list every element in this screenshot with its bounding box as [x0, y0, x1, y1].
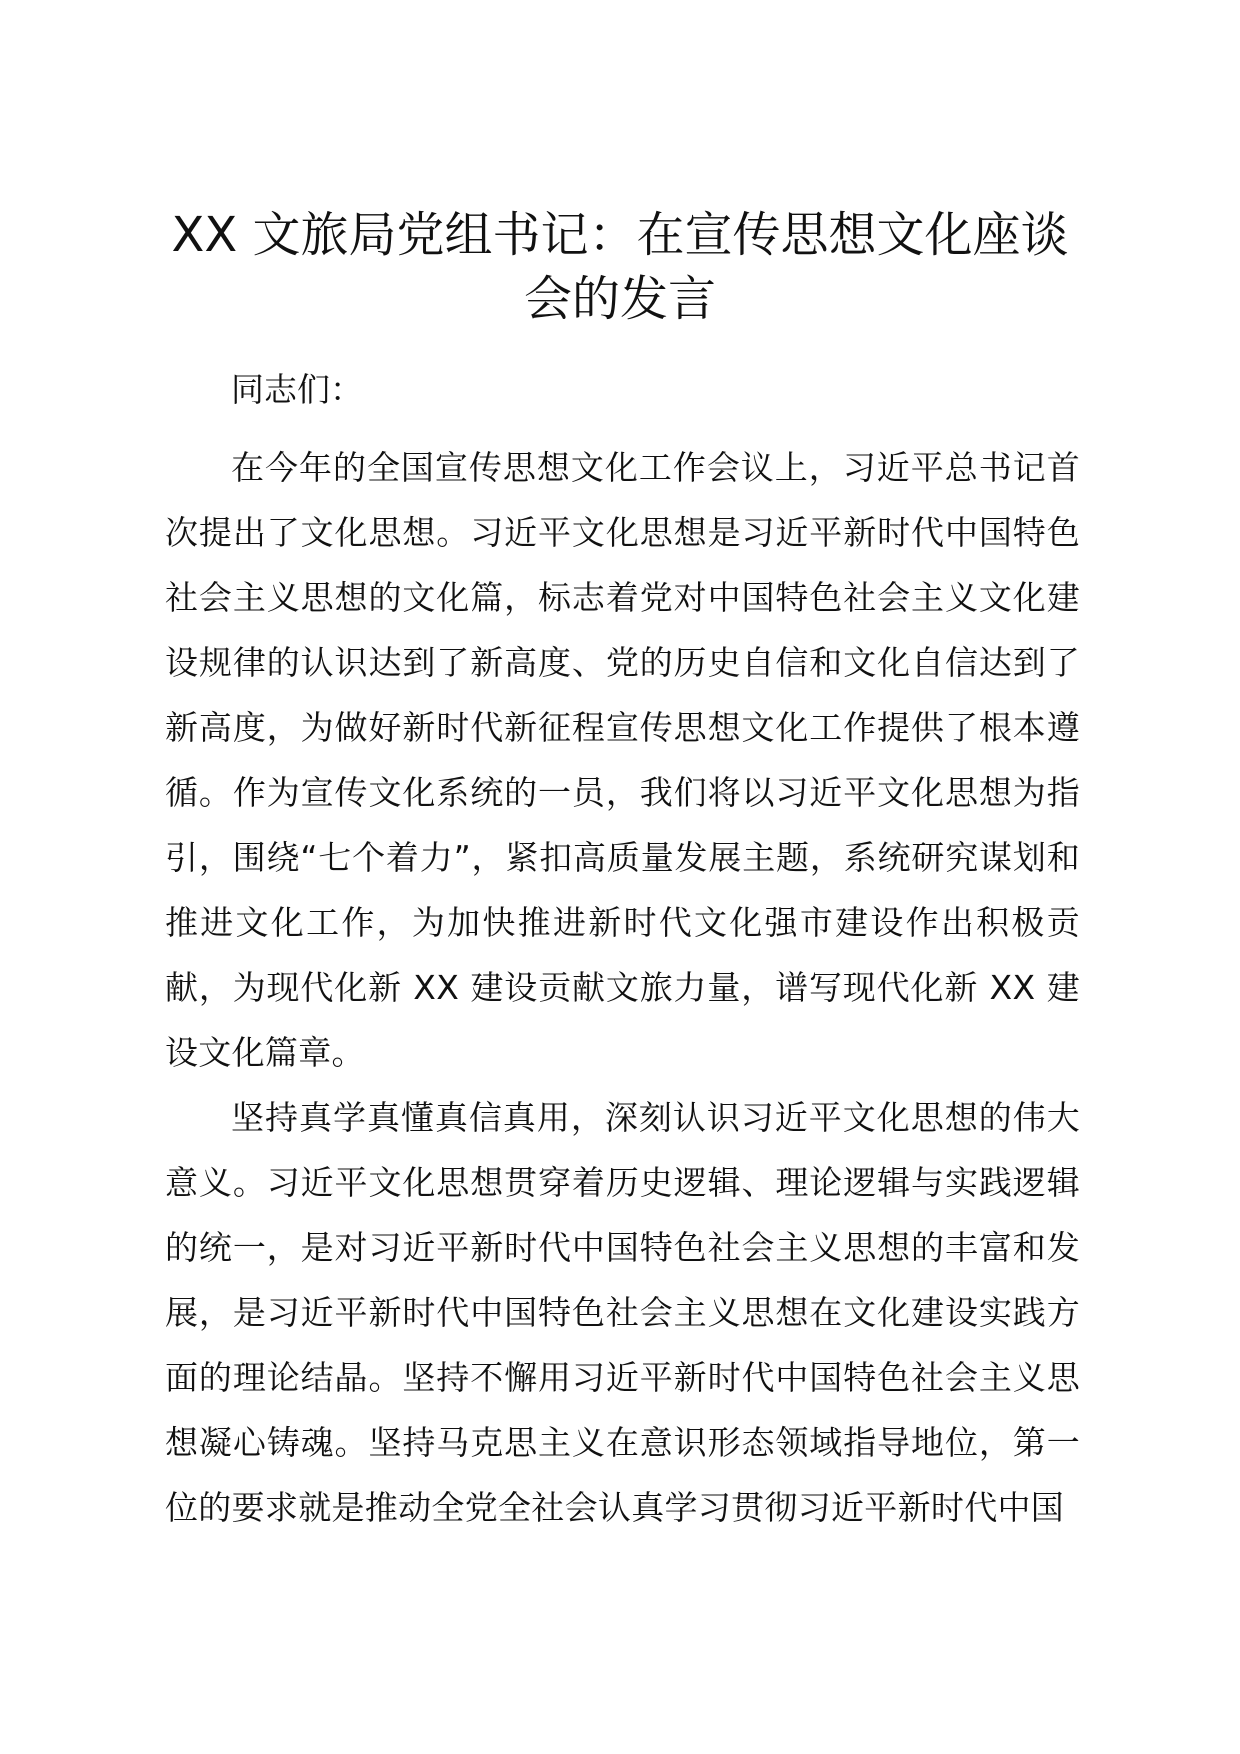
- document-body: [165, 370, 1080, 1540]
- paragraph-1: 在今年的全国宣传思想文化工作会议上，习近平总书记首次提出了文化思想。习近平文化思想是习近平新时代中国特色社会主义思想的文化篇，标志着党对中国特色社会主义文化建设规律的认识达到了新高度、党的历史自信和文化自信达到了新高度，为做好新时代新征程宣传思想文化工作提供了根本遵循。作为宣传文化系统的一员，我们将以习近平文化思想为指引，围绕“七个着力”，紧扣高质量发展主题，系统研究谋划和推进文化工作，为加快推进新时代文化强市建设作出积极贡献，为现代化新 XX 建设贡献文旅力量，谱写现代化新 XX 建设文化篇章。: [165, 448, 1080, 1072]
- paragraph-2: 坚持真学真懂真信真用，深刻认识习近平文化思想的伟大意义。习近平文化思想贯穿着历史逻辑、理论逻辑与实践逻辑的统一，是对习近平新时代中国特色社会主义思想的丰富和发展，是习近平新时代中国特色社会主义思想在文化建设实践方面的理论结晶。坚持不懈用习近平新时代中国特色社会主义思想凝心铸魂。坚持马克思主义在意识形态领域指导地位，第一位的要求就是推动全党全社会认真学习贯彻习近平新时代中国: [165, 1098, 1080, 1527]
- salutation: 同志们：: [231, 370, 363, 409]
- document-title: XX 文旅局党组书记：在宣传思想文化座谈会的发言: [171, 207, 1069, 327]
